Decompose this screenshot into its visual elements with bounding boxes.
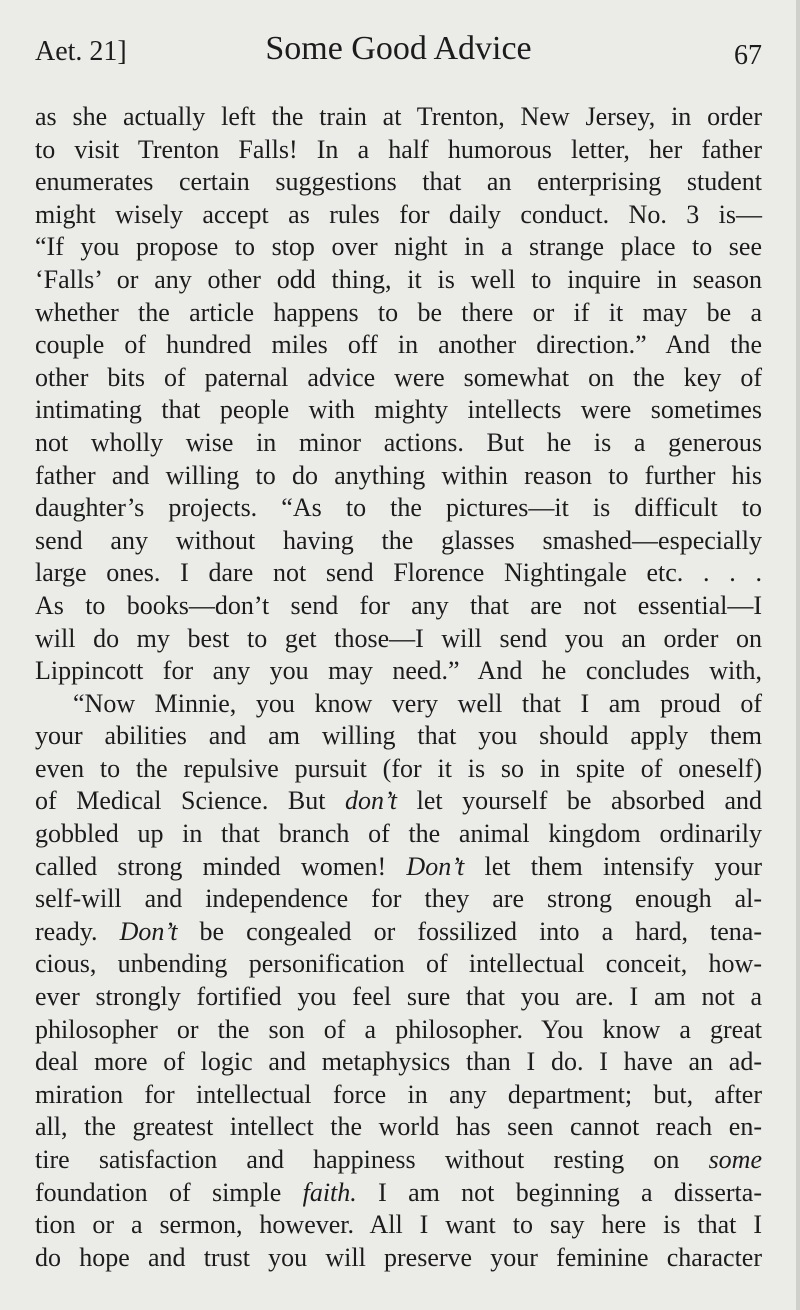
text-line: intimating that people with mighty intellects were sometimes xyxy=(35,395,762,425)
page-title: Some Good Advice xyxy=(265,30,532,67)
text-line: all, the greatest intellect the world has seen cannot reach en- xyxy=(35,1112,762,1142)
text-line: philosopher or the son of a philosopher. You know a great xyxy=(35,1014,762,1044)
text-line: other bits of paternal advice were somewhat on the key of xyxy=(35,362,762,392)
text-line-paragraph-start: “Now Minnie, you know very well that I am proud of xyxy=(73,688,762,718)
text-line: large ones. I dare not send Florence Nightingale etc. . . . xyxy=(35,558,762,588)
text-line: father and willing to do anything within reason to further his xyxy=(35,460,762,490)
text-line: tion or a sermon, however. All I want to say here is that I xyxy=(35,1210,762,1240)
text-line: called strong minded women! Don’t let them intensify your xyxy=(35,851,762,881)
text-line: self-will and independence for they are strong enough al- xyxy=(35,884,762,914)
page-number: 67 xyxy=(734,40,762,71)
text-line: as she actually left the train at Trenton, New Jersey, in order xyxy=(35,102,762,131)
text-line: ‘Falls’ or any other odd thing, it is well to inquire in season xyxy=(35,264,762,294)
emphasis: some xyxy=(708,1145,762,1174)
text-line: do hope and trust you will preserve your feminine character xyxy=(35,1242,762,1272)
emphasis: don’t xyxy=(345,786,398,816)
body-text xyxy=(35,101,762,1274)
emphasis: faith. xyxy=(302,1177,357,1207)
text-line: enumerates certain suggestions that an enterprising student xyxy=(35,167,762,197)
text-line: whether the article happens to be there or if it may be a xyxy=(35,297,762,327)
page-edge xyxy=(796,0,800,1310)
text-line: As to books—don’t send for any that are not essential—I xyxy=(35,590,762,620)
text-line: your abilities and am willing that you should apply them xyxy=(35,721,762,751)
text-line: “If you propose to stop over night in a strange place to see xyxy=(35,232,762,262)
text-line: to visit Trenton Falls! In a half humorous letter, her father xyxy=(35,134,762,164)
text-line: foundation of simple faith. I am not beginning a disserta- xyxy=(35,1177,762,1207)
text-line: cious, unbending personification of intellectual conceit, how- xyxy=(35,949,762,979)
text-line: miration for intellectual force in any department; but, after xyxy=(35,1079,762,1109)
header-age-note: Aet. 21] xyxy=(35,36,127,67)
emphasis: Don’t xyxy=(406,851,465,881)
running-header xyxy=(35,30,762,80)
text-line: ever strongly fortified you feel sure that you are. I am not a xyxy=(35,982,762,1012)
text-line: might wisely accept as rules for daily conduct. No. 3 is— xyxy=(35,199,762,229)
text-line: tire satisfaction and happiness without resting on some xyxy=(35,1145,762,1174)
text-line: ready. Don’t be congealed or fossilized into a hard, tena- xyxy=(35,916,762,946)
text-line: gobbled up in that branch of the animal kingdom ordinarily xyxy=(35,819,762,849)
text-line: couple of hundred miles off in another direction.” And the xyxy=(35,330,762,360)
text-line: of Medical Science. But don’t let yourself be absorbed and xyxy=(35,786,762,816)
text-line: not wholly wise in minor actions. But he is a generous xyxy=(35,427,762,457)
text-line: send any without having the glasses smashed—especially xyxy=(35,525,762,555)
text-line: daughter’s projects. “As to the pictures—it is difficult to xyxy=(35,493,762,523)
text-line: even to the repulsive pursuit (for it is so in spite of oneself) xyxy=(35,753,762,783)
text-line: will do my best to get those—I will send you an order on xyxy=(35,623,762,653)
text-line: deal more of logic and metaphysics than I do. I have an ad- xyxy=(35,1047,762,1077)
text-line: Lippincott for any you may need.” And he concludes with, xyxy=(35,656,762,686)
emphasis: Don’t xyxy=(119,916,178,946)
